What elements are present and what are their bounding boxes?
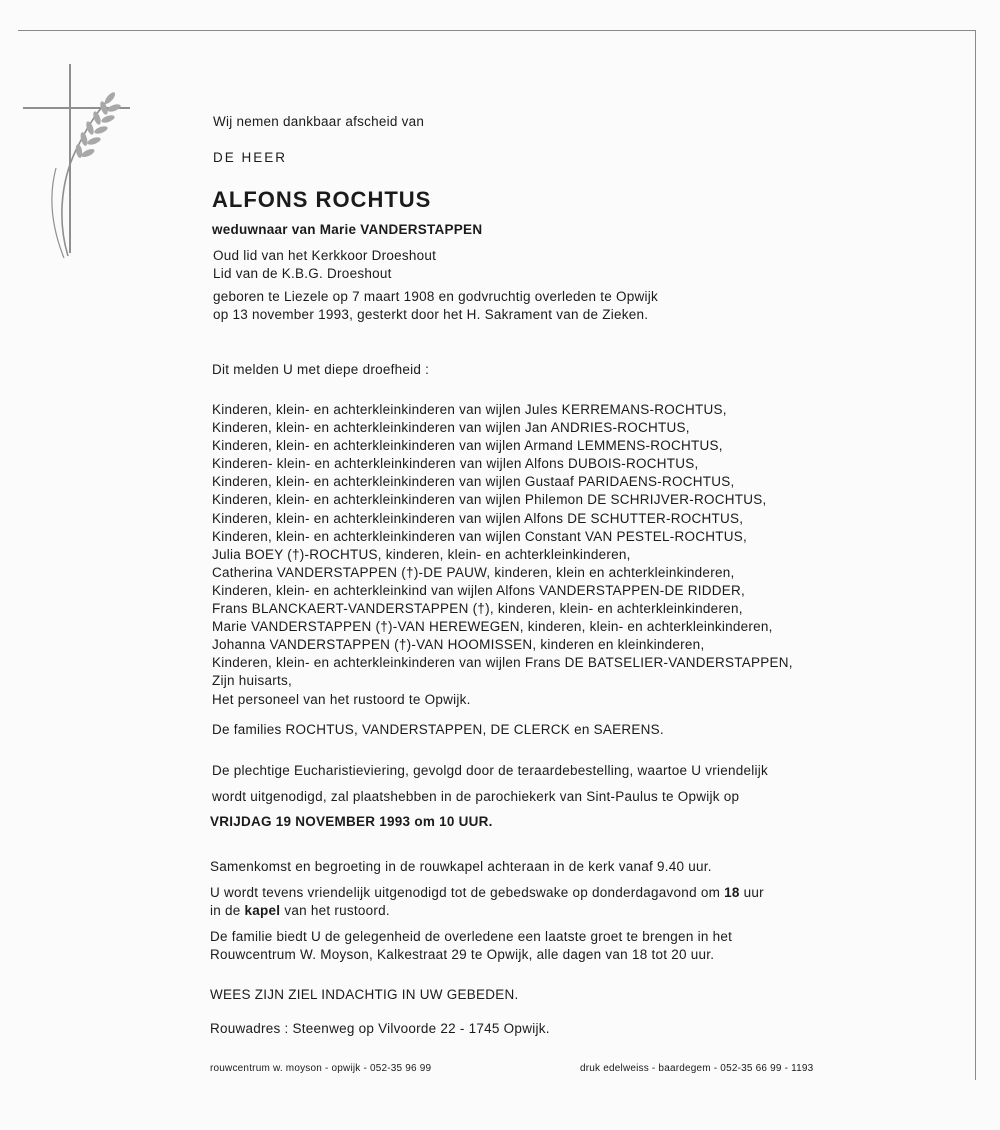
relatives-list [212,401,793,709]
address-line: Rouwadres : Steenweg op Vilvoorde 22 - 1745 Opwijk. [210,1021,550,1036]
cross-wheat-icon [18,58,138,268]
list-item: Julia BOEY (†)-ROCHTUS, kinderen, klein- en achterkleinkinderen, [212,546,631,562]
prayer-line: WEES ZIJN ZIEL INDACHTIG IN UW GEBEDEN. [210,987,519,1002]
list-item: Kinderen, klein- en achterkleinkinderen van wijlen Frans DE BATSELIER-VANDERSTAPPEN, [212,655,793,671]
wake-place-line [210,903,390,919]
ceremony-line: wordt uitgenodigd, zal plaatshebben in de parochiekerk van Sint-Paulus te Opwijk op [212,789,740,804]
visit-line: Rouwcentrum W. Moyson, Kalkestraat 29 te Opwijk, alle dagen van 18 tot 20 uur. [210,947,715,962]
families-line: De families ROCHTUS, VANDERSTAPPEN, DE CLERCK en SAERENS. [212,722,664,737]
birth-death-line: op 13 november 1993, gesterkt door het H. Sakrament van de Zieken. [213,307,649,322]
membership-line: Oud lid van het Kerkkoor Droeshout [213,248,437,263]
list-item: Marie VANDERSTAPPEN (†)-VAN HEREWEGEN, kinderen, klein- en achterkleinkinderen, [212,619,773,635]
wake-text: in de [210,903,245,918]
deceased-name: ALFONS ROCHTUS [212,187,432,212]
list-item: Kinderen- klein- en achterkleinkinderen van wijlen Alfons DUBOIS-ROCHTUS, [212,456,699,472]
frame-top-line [18,30,976,31]
title-prefix: DE HEER [213,150,288,165]
list-item: Het personeel van het rustoord te Opwijk. [212,691,471,707]
wake-text: van het rustoord. [280,903,390,918]
wake-text: uur [739,885,764,900]
list-item: Kinderen, klein- en achterkleinkinderen van wijlen Gustaaf PARIDAENS-ROCHTUS, [212,474,735,490]
visit-line: De familie biedt U de gelegenheid de overledene een laatste groet te brengen in het [210,929,733,944]
list-item: Johanna VANDERSTAPPEN (†)-VAN HOOMISSEN, kinderen en kleinkinderen, [212,637,705,653]
wake-text: U wordt tevens vriendelijk uitgenodigd tot de gebedswake op donderdagavond om [210,885,725,900]
list-item: Kinderen, klein- en achterkleinkinderen van wijlen Constant VAN PESTEL-ROCHTUS, [212,528,747,544]
list-item: Kinderen, klein- en achterkleinkinderen van wijlen Jules KERREMANS-ROCHTUS, [212,402,727,417]
list-item: Kinderen, klein- en achterkleinkind van wijlen Alfons VANDERSTAPPEN-DE RIDDER, [212,582,745,598]
intro-line: Wij nemen dankbaar afscheid van [213,114,425,129]
spouse-line: weduwnaar van Marie VANDERSTAPPEN [212,222,483,237]
membership-line: Lid van de K.B.G. Droeshout [213,266,392,281]
wake-hour: 18 [724,885,740,900]
footer-right: druk edelweiss - baardegem - 052-35 66 99 - 1193 [580,1063,814,1074]
wake-place: kapel [244,903,281,918]
list-item: Kinderen, klein- en achterkleinkinderen van wijlen Alfons DE SCHUTTER-ROCHTUS, [212,510,744,526]
birth-death-line: geboren te Liezele op 7 maart 1908 en godvruchtig overleden te Opwijk [213,289,659,304]
ceremony-date: VRIJDAG 19 NOVEMBER 1993 om 10 UUR. [210,814,493,829]
list-item: Kinderen, klein- en achterkleinkinderen van wijlen Philemon DE SCHRIJVER-ROCHTUS, [212,492,767,508]
ceremony-line: De plechtige Eucharistieviering, gevolgd door de teraardebestelling, waartoe U vriendelijk [212,763,769,778]
list-item: Kinderen, klein- en achterkleinkinderen van wijlen Armand LEMMENS-ROCHTUS, [212,438,723,454]
list-item: Kinderen, klein- en achterkleinkinderen van wijlen Jan ANDRIES-ROCHTUS, [212,420,690,436]
list-item: Frans BLANCKAERT-VANDERSTAPPEN (†), kinderen, klein- en achterkleinkinderen, [212,601,743,617]
announce-line: Dit melden U met diepe droefheid : [212,362,430,377]
footer-left: rouwcentrum w. moyson - opwijk - 052-35 96 99 [210,1063,432,1074]
frame-right-line [975,30,976,1080]
list-item: Zijn huisarts, [212,673,293,689]
wake-line [210,885,764,901]
list-item: Catherina VANDERSTAPPEN (†)-DE PAUW, kinderen, klein en achterkleinkinderen, [212,564,735,580]
gathering-line: Samenkomst en begroeting in de rouwkapel achteraan in de kerk vanaf 9.40 uur. [210,859,712,874]
